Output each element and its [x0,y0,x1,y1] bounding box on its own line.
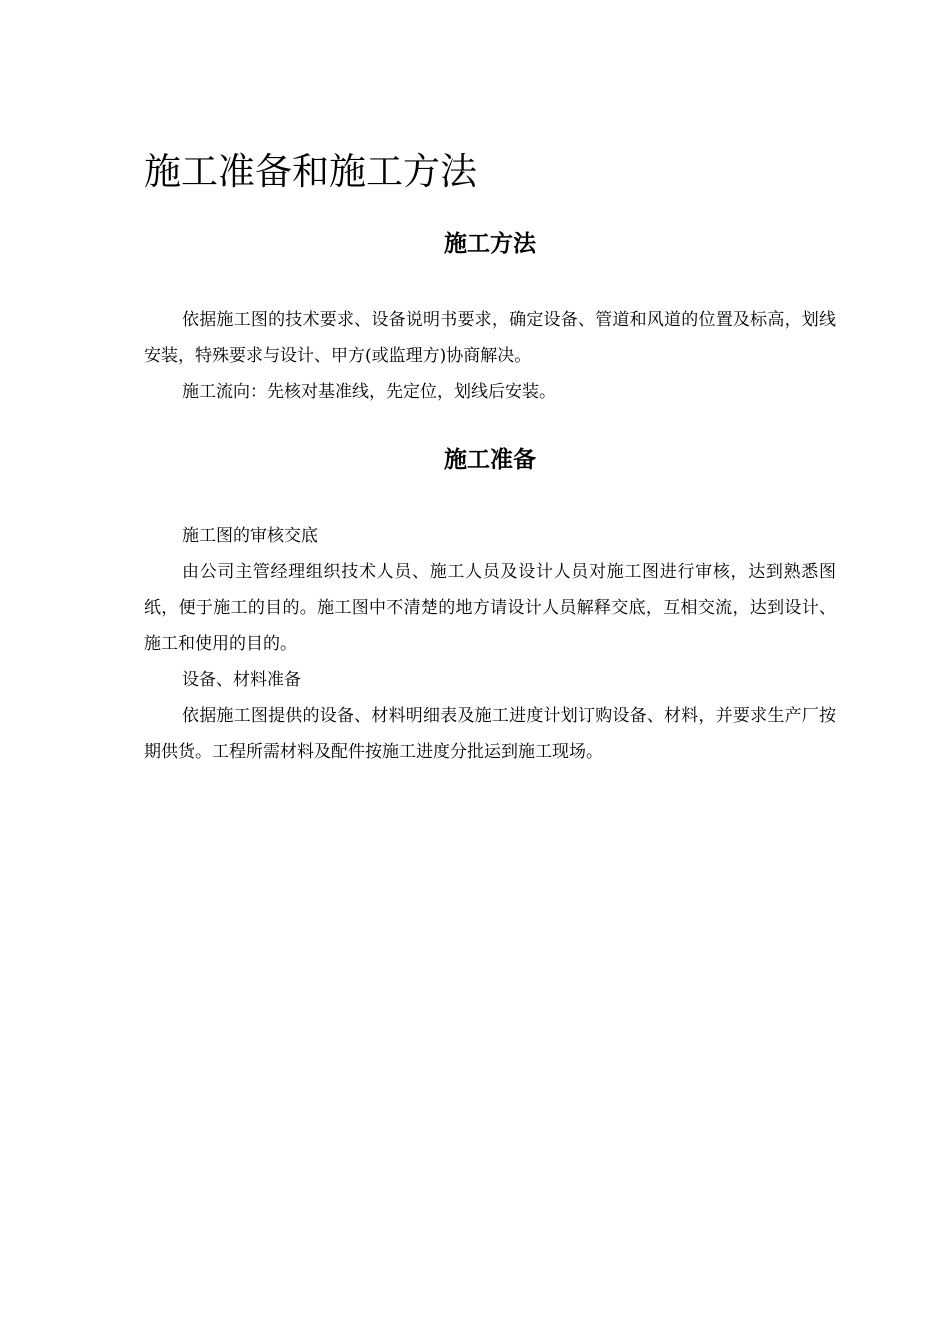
preparation-subheading-materials: 设备、材料准备 [182,670,301,690]
preparation-paragraph-drawing-review: 由公司主管经理组织技术人员、施工人员及设计人员对施工图进行审核，达到熟悉图纸，便于施工的目的。施工图中不清楚的地方请设计人员解释交底，互相交流，达到设计、施工和使用的目的。 [144,562,836,654]
method-paragraph-1: 依据施工图的技术要求、设备说明书要求，确定设备、管道和风道的位置及标高，划线安装，特殊要求与设计、甲方(或监理方)协商解决。 [144,310,836,366]
preparation-paragraph-materials: 依据施工图提供的设备、材料明细表及施工进度计划订购设备、材料，并要求生产厂按期供货。工程所需材料及配件按施工进度分批运到施工现场。 [144,706,836,762]
preparation-subheading-drawing-review: 施工图的审核交底 [182,526,318,546]
section-heading-preparation: 施工准备 [444,447,536,473]
document-title: 施工准备和施工方法 [144,150,477,193]
method-paragraph-2: 施工流向：先核对基准线，先定位，划线后安装。 [182,382,556,402]
section-heading-method: 施工方法 [444,231,536,257]
